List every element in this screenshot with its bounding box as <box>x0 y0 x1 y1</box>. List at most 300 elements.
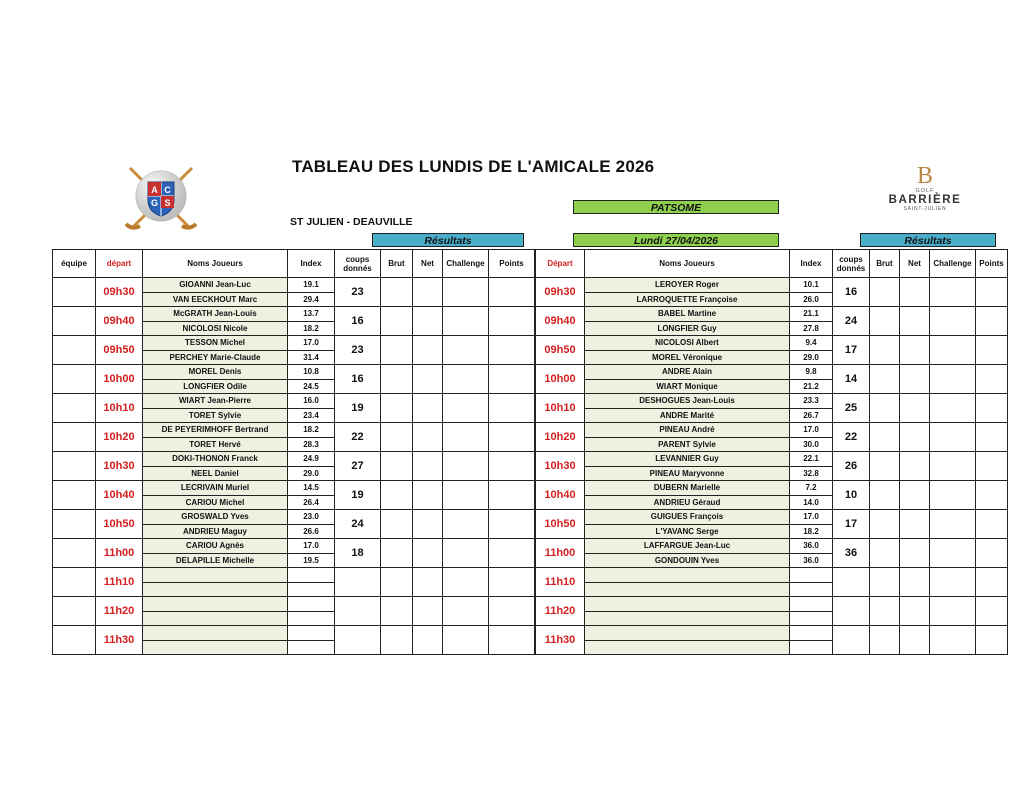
index-left <box>288 307 335 336</box>
brut-right-cell[interactable] <box>870 278 900 307</box>
player-index <box>790 583 832 597</box>
equipe-cell[interactable] <box>53 626 96 655</box>
index-right <box>790 452 833 481</box>
page-title: TABLEAU DES LUNDIS DE L'AMICALE 2026 <box>292 157 655 176</box>
challenge-right-cell[interactable] <box>930 365 976 394</box>
net-right-cell[interactable] <box>900 423 930 452</box>
player-name: DESHOGUES Jean-Louis <box>585 394 789 409</box>
challenge-right-cell[interactable] <box>930 423 976 452</box>
col-challenge-header: Challenge <box>443 250 489 278</box>
col-points-right-header: Points <box>976 250 1008 278</box>
equipe-cell[interactable] <box>53 365 96 394</box>
challenge-right-cell[interactable] <box>930 307 976 336</box>
equipe-cell[interactable] <box>53 423 96 452</box>
points-right-cell[interactable] <box>976 336 1008 365</box>
index-right <box>790 336 833 365</box>
player-name: DOKI-THONON Franck <box>143 452 287 467</box>
results-band-left: Résultats <box>372 233 524 247</box>
players-right <box>585 597 790 626</box>
challenge-left-cell[interactable] <box>443 568 489 597</box>
brut-left-cell[interactable] <box>381 307 413 336</box>
points-right-cell[interactable] <box>976 365 1008 394</box>
brut-left-cell[interactable] <box>381 481 413 510</box>
index-right <box>790 510 833 539</box>
brut-left-cell[interactable] <box>381 568 413 597</box>
players-left <box>143 510 288 539</box>
coups-right: 17 <box>833 510 870 539</box>
brut-right-cell[interactable] <box>870 423 900 452</box>
points-right-cell[interactable] <box>976 278 1008 307</box>
player-name <box>143 568 287 583</box>
net-left-cell[interactable] <box>413 510 443 539</box>
net-left-cell[interactable] <box>413 394 443 423</box>
coups-left: 24 <box>335 510 381 539</box>
points-left-cell[interactable] <box>489 510 535 539</box>
tee-time-left: 11h30 <box>96 626 143 655</box>
players-right <box>585 278 790 307</box>
net-left-cell[interactable] <box>413 539 443 568</box>
brut-right-cell[interactable] <box>870 365 900 394</box>
index-left <box>288 568 335 597</box>
net-right-cell[interactable] <box>900 336 930 365</box>
player-name: DUBERN Marielle <box>585 481 789 496</box>
brut-left-cell[interactable] <box>381 278 413 307</box>
challenge-left-cell[interactable] <box>443 365 489 394</box>
brut-right-cell[interactable] <box>870 626 900 655</box>
index-right <box>790 278 833 307</box>
index-left <box>288 423 335 452</box>
col-coups-header: coups donnés <box>335 250 381 278</box>
tee-time-left: 11h20 <box>96 597 143 626</box>
players-left <box>143 539 288 568</box>
player-name <box>585 626 789 641</box>
brut-right-cell[interactable] <box>870 568 900 597</box>
equipe-cell[interactable] <box>53 568 96 597</box>
player-index: 17.0 <box>790 510 832 525</box>
tee-time-left: 10h50 <box>96 510 143 539</box>
logo-letter-c: C <box>164 185 171 195</box>
amicale-logo <box>122 162 200 232</box>
net-right-cell[interactable] <box>900 394 930 423</box>
players-right <box>585 510 790 539</box>
player-index: 26.0 <box>803 294 819 304</box>
challenge-left-cell[interactable] <box>443 539 489 568</box>
challenge-right-cell[interactable] <box>930 626 976 655</box>
players-left <box>143 423 288 452</box>
col-brut-header: Brut <box>381 250 413 278</box>
index-left <box>288 510 335 539</box>
player-index <box>790 568 832 583</box>
player-index <box>790 597 832 612</box>
player-name <box>585 568 789 583</box>
player-index: 21.2 <box>803 381 819 391</box>
coups-right: 24 <box>833 307 870 336</box>
tee-time-left: 10h00 <box>96 365 143 394</box>
player-name <box>143 612 287 626</box>
challenge-left-cell[interactable] <box>443 452 489 481</box>
player-index: 24.9 <box>288 452 334 467</box>
player-index: 26.6 <box>303 526 319 536</box>
brut-left-cell[interactable] <box>381 394 413 423</box>
index-left <box>288 597 335 626</box>
player-name: LEVANNIER Guy <box>585 452 789 467</box>
points-left-cell[interactable] <box>489 626 535 655</box>
challenge-right-cell[interactable] <box>930 452 976 481</box>
col-depart-right-header: Départ <box>536 250 585 278</box>
player-name: NICOLOSI Albert <box>585 336 789 351</box>
net-left-cell[interactable] <box>413 452 443 481</box>
coups-left: 22 <box>335 423 381 452</box>
coups-right: 36 <box>833 539 870 568</box>
net-right-cell[interactable] <box>900 597 930 626</box>
players-left <box>143 278 288 307</box>
player-index: 27.8 <box>803 323 819 333</box>
points-left-cell[interactable] <box>489 336 535 365</box>
player-index: 29.4 <box>303 294 319 304</box>
table-row <box>53 365 1008 394</box>
coups-right <box>833 626 870 655</box>
player-name: NEEL Daniel <box>191 468 239 478</box>
player-name: TESSON Michel <box>143 336 287 351</box>
players-left <box>143 307 288 336</box>
player-name <box>585 583 789 597</box>
equipe-cell[interactable] <box>53 336 96 365</box>
player-index: 17.0 <box>790 423 832 438</box>
points-left-cell[interactable] <box>489 568 535 597</box>
brut-left-cell[interactable] <box>381 597 413 626</box>
equipe-cell[interactable] <box>53 452 96 481</box>
player-index: 23.3 <box>790 394 832 409</box>
challenge-right-cell[interactable] <box>930 597 976 626</box>
col-coups-right-header: coups donnés <box>833 250 870 278</box>
tee-time-right: 09h50 <box>536 336 585 365</box>
challenge-left-cell[interactable] <box>443 481 489 510</box>
table-row <box>53 423 1008 452</box>
logo-b-mark: B <box>916 163 933 189</box>
net-right-cell[interactable] <box>900 365 930 394</box>
players-left <box>143 626 288 655</box>
player-index <box>288 626 334 641</box>
table-row <box>53 510 1008 539</box>
table-row <box>53 307 1008 336</box>
brut-right-cell[interactable] <box>870 336 900 365</box>
player-index <box>790 612 832 626</box>
brut-left-cell[interactable] <box>381 336 413 365</box>
logo-golf-text: GOLF <box>915 188 935 194</box>
player-index: 19.1 <box>288 278 334 293</box>
net-left-cell[interactable] <box>413 481 443 510</box>
player-name: MOREL Denis <box>143 365 287 380</box>
player-name: LECRIVAIN Muriel <box>143 481 287 496</box>
player-index: 36.0 <box>803 555 819 565</box>
coups-right: 17 <box>833 336 870 365</box>
player-index <box>288 583 334 597</box>
challenge-right-cell[interactable] <box>930 539 976 568</box>
points-right-cell[interactable] <box>976 307 1008 336</box>
challenge-right-cell[interactable] <box>930 510 976 539</box>
coups-right: 22 <box>833 423 870 452</box>
logo-letter-g: G <box>150 198 159 208</box>
challenge-left-cell[interactable] <box>443 597 489 626</box>
player-name: TORET Hervé <box>189 439 241 449</box>
player-index <box>790 626 832 641</box>
net-right-cell[interactable] <box>900 539 930 568</box>
players-left <box>143 365 288 394</box>
equipe-cell[interactable] <box>53 597 96 626</box>
index-right <box>790 626 833 655</box>
brut-right-cell[interactable] <box>870 510 900 539</box>
net-left-cell[interactable] <box>413 568 443 597</box>
equipe-cell[interactable] <box>53 307 96 336</box>
player-index: 30.0 <box>803 439 819 449</box>
equipe-cell[interactable] <box>53 481 96 510</box>
net-right-cell[interactable] <box>900 510 930 539</box>
coups-right: 25 <box>833 394 870 423</box>
points-left-cell[interactable] <box>489 452 535 481</box>
challenge-left-cell[interactable] <box>443 307 489 336</box>
player-name: ANDRE Alain <box>585 365 789 380</box>
index-right <box>790 568 833 597</box>
net-left-cell[interactable] <box>413 336 443 365</box>
index-right <box>790 423 833 452</box>
points-left-cell[interactable] <box>489 365 535 394</box>
brut-left-cell[interactable] <box>381 365 413 394</box>
points-left-cell[interactable] <box>489 597 535 626</box>
coups-left: 19 <box>335 394 381 423</box>
logo-letter-s: S <box>164 198 171 208</box>
player-index: 18.2 <box>288 423 334 438</box>
players-right <box>585 336 790 365</box>
player-name: CARIOU Michel <box>185 497 245 507</box>
points-right-cell[interactable] <box>976 539 1008 568</box>
table-row <box>53 278 1008 307</box>
net-right-cell[interactable] <box>900 568 930 597</box>
player-index: 21.1 <box>790 307 832 322</box>
player-name: WIART Monique <box>656 381 718 391</box>
challenge-right-cell[interactable] <box>930 568 976 597</box>
player-index: 19.5 <box>303 555 319 565</box>
player-name <box>143 597 287 612</box>
points-right-cell[interactable] <box>976 394 1008 423</box>
net-right-cell[interactable] <box>900 307 930 336</box>
brut-left-cell[interactable] <box>381 539 413 568</box>
player-index <box>288 612 334 626</box>
player-index: 29.0 <box>803 352 819 362</box>
col-net-right-header: Net <box>900 250 930 278</box>
golf-barriere-logo <box>880 164 970 224</box>
player-name: DE PEYERIMHOFF Bertrand <box>143 423 287 438</box>
brut-right-cell[interactable] <box>870 481 900 510</box>
player-index: 9.8 <box>790 365 832 380</box>
tee-time-right: 11h20 <box>536 597 585 626</box>
points-left-cell[interactable] <box>489 278 535 307</box>
coups-left: 23 <box>335 278 381 307</box>
players-right <box>585 626 790 655</box>
index-left <box>288 394 335 423</box>
table-row <box>53 568 1008 597</box>
coups-right <box>833 597 870 626</box>
coups-left <box>335 568 381 597</box>
venue-subtitle: ST JULIEN - DEAUVILLE <box>290 216 413 228</box>
challenge-left-cell[interactable] <box>443 336 489 365</box>
player-index: 17.0 <box>288 336 334 351</box>
player-name: LONGFIER Guy <box>657 323 717 333</box>
player-name: PINEAU Maryvonne <box>649 468 725 478</box>
index-right <box>790 597 833 626</box>
challenge-right-cell[interactable] <box>930 336 976 365</box>
coups-left: 18 <box>335 539 381 568</box>
equipe-cell[interactable] <box>53 539 96 568</box>
index-left <box>288 626 335 655</box>
player-name: WIART Jean-Pierre <box>143 394 287 409</box>
table-row <box>53 597 1008 626</box>
brut-left-cell[interactable] <box>381 626 413 655</box>
coups-right: 16 <box>833 278 870 307</box>
tee-time-left: 10h10 <box>96 394 143 423</box>
tee-time-right: 10h10 <box>536 394 585 423</box>
points-left-cell[interactable] <box>489 423 535 452</box>
brut-right-cell[interactable] <box>870 452 900 481</box>
index-left <box>288 278 335 307</box>
challenge-right-cell[interactable] <box>930 481 976 510</box>
player-name <box>585 612 789 626</box>
player-index: 14.0 <box>803 497 819 507</box>
equipe-cell[interactable] <box>53 278 96 307</box>
player-index <box>288 641 334 655</box>
points-left-cell[interactable] <box>489 307 535 336</box>
tee-time-right: 10h50 <box>536 510 585 539</box>
net-left-cell[interactable] <box>413 597 443 626</box>
brut-left-cell[interactable] <box>381 510 413 539</box>
player-index: 18.2 <box>303 323 319 333</box>
player-index: 10.8 <box>288 365 334 380</box>
player-name <box>143 626 287 641</box>
player-index: 13.7 <box>288 307 334 322</box>
coups-left <box>335 597 381 626</box>
points-left-cell[interactable] <box>489 539 535 568</box>
brut-right-cell[interactable] <box>870 307 900 336</box>
logo-letter-a: A <box>151 185 158 195</box>
player-name: DELAPILLE Michelle <box>175 555 255 565</box>
player-name: GROSWALD Yves <box>143 510 287 525</box>
coups-left: 16 <box>335 307 381 336</box>
logo-barriere-text: BARRIÈRE <box>888 194 962 206</box>
challenge-left-cell[interactable] <box>443 510 489 539</box>
tee-time-left: 09h30 <box>96 278 143 307</box>
net-right-cell[interactable] <box>900 452 930 481</box>
coups-right: 14 <box>833 365 870 394</box>
player-name: L'YAVANC Serge <box>655 526 719 536</box>
index-left <box>288 365 335 394</box>
player-name: LEROYER Roger <box>585 278 789 293</box>
player-index: 32.8 <box>803 468 819 478</box>
points-left-cell[interactable] <box>489 394 535 423</box>
col-challenge-right-header: Challenge <box>930 250 976 278</box>
player-name: TORET Sylvie <box>188 410 242 420</box>
player-name: ANDRE Marité <box>659 410 715 420</box>
players-right <box>585 423 790 452</box>
tee-time-left: 10h30 <box>96 452 143 481</box>
net-left-cell[interactable] <box>413 278 443 307</box>
tee-time-left: 10h20 <box>96 423 143 452</box>
points-right-cell[interactable] <box>976 452 1008 481</box>
player-index: 26.4 <box>303 497 319 507</box>
table-row <box>53 481 1008 510</box>
tee-time-right: 10h40 <box>536 481 585 510</box>
equipe-cell[interactable] <box>53 510 96 539</box>
brut-left-cell[interactable] <box>381 423 413 452</box>
challenge-left-cell[interactable] <box>443 626 489 655</box>
table-row <box>53 336 1008 365</box>
challenge-left-cell[interactable] <box>443 423 489 452</box>
net-left-cell[interactable] <box>413 423 443 452</box>
player-name: VAN EECKHOUT Marc <box>172 294 258 304</box>
player-index: 18.2 <box>803 526 819 536</box>
points-right-cell[interactable] <box>976 568 1008 597</box>
challenge-right-cell[interactable] <box>930 394 976 423</box>
challenge-left-cell[interactable] <box>443 394 489 423</box>
net-right-cell[interactable] <box>900 626 930 655</box>
challenge-right-cell[interactable] <box>930 278 976 307</box>
tee-time-table <box>52 249 1008 655</box>
col-index-right-header: Index <box>790 250 833 278</box>
player-name: PERCHEY Marie-Claude <box>169 352 261 362</box>
player-index: 14.5 <box>288 481 334 496</box>
players-right <box>585 481 790 510</box>
player-name <box>585 597 789 612</box>
brut-right-cell[interactable] <box>870 394 900 423</box>
index-right <box>790 365 833 394</box>
coups-left: 23 <box>335 336 381 365</box>
players-left <box>143 394 288 423</box>
net-right-cell[interactable] <box>900 278 930 307</box>
equipe-cell[interactable] <box>53 394 96 423</box>
player-name: PINEAU André <box>585 423 789 438</box>
player-name: GONDOUIN Yves <box>654 555 720 565</box>
results-band-right: Résultats <box>860 233 996 247</box>
challenge-left-cell[interactable] <box>443 278 489 307</box>
col-depart-header: départ <box>96 250 143 278</box>
brut-left-cell[interactable] <box>381 452 413 481</box>
tee-time-left: 11h10 <box>96 568 143 597</box>
col-brut-right-header: Brut <box>870 250 900 278</box>
net-left-cell[interactable] <box>413 307 443 336</box>
points-right-cell[interactable] <box>976 423 1008 452</box>
players-left <box>143 336 288 365</box>
player-index <box>288 568 334 583</box>
tee-time-right: 11h30 <box>536 626 585 655</box>
net-left-cell[interactable] <box>413 626 443 655</box>
player-index: 17.0 <box>288 539 334 554</box>
tee-time-right: 11h00 <box>536 539 585 568</box>
points-right-cell[interactable] <box>976 626 1008 655</box>
tee-time-right: 11h10 <box>536 568 585 597</box>
points-left-cell[interactable] <box>489 481 535 510</box>
points-right-cell[interactable] <box>976 510 1008 539</box>
net-right-cell[interactable] <box>900 481 930 510</box>
brut-right-cell[interactable] <box>870 539 900 568</box>
points-right-cell[interactable] <box>976 597 1008 626</box>
points-right-cell[interactable] <box>976 481 1008 510</box>
players-right <box>585 394 790 423</box>
player-index <box>790 641 832 655</box>
brut-right-cell[interactable] <box>870 597 900 626</box>
date-band: Lundi 27/04/2026 <box>573 233 779 247</box>
player-name <box>143 641 287 655</box>
players-right <box>585 539 790 568</box>
net-left-cell[interactable] <box>413 365 443 394</box>
player-index: 10.1 <box>790 278 832 293</box>
